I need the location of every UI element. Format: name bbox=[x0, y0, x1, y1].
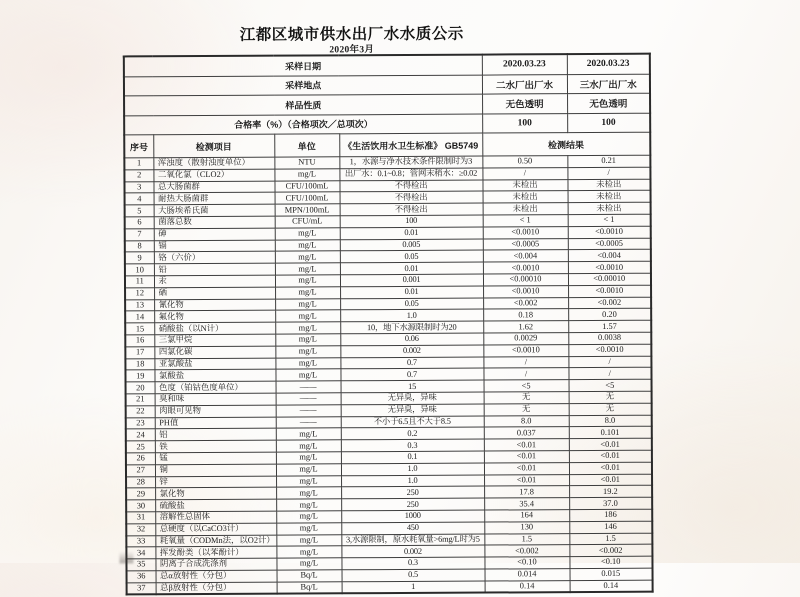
cell-unit: mg/L bbox=[276, 464, 341, 476]
cell-result-plant2: 8.0 bbox=[484, 415, 569, 427]
cell-result-plant2: 未检出 bbox=[483, 191, 568, 203]
cell-unit: MPN/100mL bbox=[275, 204, 340, 216]
cell-result-plant3: 0.101 bbox=[569, 427, 652, 439]
cell-item-name: 锌 bbox=[155, 476, 276, 488]
cell-result-plant3: 无 bbox=[569, 403, 652, 415]
cell-item-name: 镉 bbox=[154, 240, 275, 252]
cell-unit: mg/L bbox=[276, 558, 341, 570]
cell-index: 32 bbox=[126, 523, 155, 535]
cell-result-plant2: <0.0010 bbox=[483, 226, 568, 238]
cell-item-name: 耐热大肠菌群 bbox=[154, 193, 275, 205]
cell-result-plant2: 0.0029 bbox=[483, 333, 568, 345]
cell-result-plant2: 1.5 bbox=[484, 533, 569, 545]
cell-result-plant2: / bbox=[482, 167, 567, 179]
cell-unit: NTU bbox=[274, 157, 339, 169]
cell-standard-limit: 1 bbox=[342, 581, 485, 594]
cell-result-plant3: <0.002 bbox=[569, 544, 652, 556]
cell-unit: mg/L bbox=[276, 487, 341, 499]
report-month: 2020年3月 bbox=[329, 45, 375, 56]
cell-result-plant3: 未检出 bbox=[568, 202, 651, 214]
summary-label: 合格率（%）（合格项次／总项次） bbox=[124, 114, 482, 135]
cell-result-plant2: 未检出 bbox=[483, 203, 568, 215]
cell-result-plant2: <0.002 bbox=[484, 545, 569, 557]
cell-standard-limit: 0.2 bbox=[341, 427, 484, 440]
cell-unit: mg/L bbox=[275, 298, 340, 310]
cell-standard-limit: 0.01 bbox=[340, 286, 483, 299]
cell-item-name: 铬（六价） bbox=[154, 252, 275, 264]
cell-standard-limit: 0.05 bbox=[340, 298, 483, 311]
cell-item-name: 色度（铂钴色度单位） bbox=[155, 381, 276, 393]
cell-result-plant3: < 1 bbox=[568, 214, 651, 226]
cell-index: 22 bbox=[126, 406, 155, 418]
cell-result-plant3: 未检出 bbox=[567, 179, 650, 191]
cell-item-name: 氯酸盐 bbox=[154, 369, 275, 381]
cell-item-name: 砷 bbox=[154, 228, 275, 240]
cell-item-name: 四氯化碳 bbox=[154, 346, 275, 358]
cell-result-plant2: / bbox=[483, 356, 568, 368]
cell-result-plant2: 未检出 bbox=[482, 179, 567, 191]
cell-standard-limit: 250 bbox=[341, 498, 484, 511]
cell-standard-limit: 不小于6.5且不大于8.5 bbox=[341, 416, 484, 429]
cell-unit: mg/L bbox=[276, 440, 341, 452]
summary-value-plant2: 无色透明 bbox=[482, 94, 567, 114]
header-section bbox=[124, 132, 650, 158]
cell-index: 15 bbox=[125, 323, 154, 335]
cell-result-plant3: <0.0010 bbox=[568, 226, 651, 238]
cell-standard-limit: 0.1 bbox=[341, 451, 484, 464]
cell-result-plant2: 无 bbox=[484, 403, 569, 415]
cell-standard-limit: 不得检出 bbox=[340, 203, 483, 216]
cell-unit: mg/L bbox=[275, 322, 340, 334]
header-result: 检测结果 bbox=[482, 132, 650, 156]
cell-index: 17 bbox=[125, 347, 154, 359]
header-no: 序号 bbox=[124, 135, 153, 158]
cell-result-plant3: 0.14 bbox=[570, 580, 653, 593]
cell-item-name: 浑浊度（散射浊度单位） bbox=[153, 157, 274, 169]
cell-item-name: 氯化物 bbox=[155, 487, 276, 499]
cell-result-plant2: <0.01 bbox=[484, 451, 569, 463]
cell-result-plant3: <0.01 bbox=[569, 450, 652, 462]
cell-result-plant3: <0.01 bbox=[569, 462, 652, 474]
cell-index: 5 bbox=[125, 205, 154, 217]
summary-section bbox=[124, 54, 650, 135]
cell-result-plant3: <5 bbox=[569, 379, 652, 391]
cell-unit: mg/L bbox=[276, 428, 341, 440]
cell-result-plant3: 146 bbox=[569, 521, 652, 533]
cell-unit: mg/L bbox=[276, 499, 341, 511]
cell-unit: mg/L bbox=[275, 369, 340, 381]
header-standard: 《生活饮用水卫生标准》 GB5749 bbox=[339, 133, 482, 157]
cell-index: 19 bbox=[125, 370, 154, 382]
cell-unit: mg/L bbox=[275, 334, 340, 346]
cell-item-name: 溶解性总固体 bbox=[155, 511, 276, 523]
cell-index: 26 bbox=[126, 453, 155, 465]
cell-index: 1 bbox=[124, 158, 153, 170]
cell-result-plant2: <5 bbox=[484, 380, 569, 392]
cell-item-name: 挥发酚类（以苯酚计） bbox=[155, 546, 276, 558]
cell-standard-limit: 0.05 bbox=[340, 250, 483, 263]
cell-unit: mg/L bbox=[276, 523, 341, 535]
cell-result-plant3: <0.0010 bbox=[568, 261, 651, 273]
cell-item-name: 硒 bbox=[154, 287, 275, 299]
cell-index: 35 bbox=[126, 559, 155, 571]
cell-index: 12 bbox=[125, 288, 154, 300]
cell-item-name: 氰化物 bbox=[154, 299, 275, 311]
cell-result-plant2: 35.4 bbox=[484, 498, 569, 510]
cell-result-plant3: 0.015 bbox=[570, 568, 653, 580]
cell-index: 18 bbox=[125, 358, 154, 370]
cell-result-plant2: 0.14 bbox=[485, 580, 570, 593]
cell-result-plant2: 0.50 bbox=[482, 156, 567, 168]
cell-result-plant2: <0.01 bbox=[484, 439, 569, 451]
water-quality-table bbox=[123, 53, 654, 596]
cell-result-plant2: 17.8 bbox=[484, 486, 569, 498]
cell-item-name: PH值 bbox=[155, 417, 276, 429]
cell-standard-limit: 1.0 bbox=[340, 309, 483, 322]
cell-index: 16 bbox=[125, 335, 154, 347]
cell-standard-limit: 0.001 bbox=[340, 274, 483, 287]
cell-result-plant2: <0.00010 bbox=[483, 274, 568, 286]
cell-result-plant2: <0.01 bbox=[484, 462, 569, 474]
cell-result-plant3: <0.0005 bbox=[568, 238, 651, 250]
cell-result-plant2: < 1 bbox=[483, 215, 568, 227]
summary-row bbox=[124, 54, 650, 77]
cell-index: 34 bbox=[126, 547, 155, 559]
cell-result-plant2: 130 bbox=[484, 521, 569, 533]
cell-item-name: 总α放射性（分包） bbox=[156, 570, 277, 582]
cell-standard-limit: 450 bbox=[341, 522, 484, 535]
cell-index: 36 bbox=[127, 571, 156, 583]
cell-unit: mg/L bbox=[275, 263, 340, 275]
cell-standard-limit: 0.7 bbox=[340, 357, 483, 370]
cell-result-plant3: <0.10 bbox=[569, 556, 652, 568]
cell-standard-limit: 0.002 bbox=[340, 345, 483, 358]
cell-index: 10 bbox=[125, 264, 154, 276]
cell-standard-limit: 1，水源与净水技术条件限制时为3 bbox=[339, 156, 482, 169]
cell-item-name: 铜 bbox=[155, 464, 276, 476]
summary-value-plant3: 2020.03.23 bbox=[567, 54, 650, 74]
cell-index: 8 bbox=[125, 240, 154, 252]
cell-result-plant3: 0.0038 bbox=[568, 332, 651, 344]
cell-unit: mg/L bbox=[275, 357, 340, 369]
cell-unit: Bq/L bbox=[277, 570, 342, 582]
summary-value-plant3: 三水厂出厂水 bbox=[567, 74, 650, 94]
cell-standard-limit: 0.005 bbox=[340, 239, 483, 252]
cell-index: 3 bbox=[124, 181, 153, 193]
cell-standard-limit: 不得检出 bbox=[339, 180, 482, 193]
summary-value-plant2: 100 bbox=[482, 113, 567, 133]
cell-item-name: 大肠埃希氏菌 bbox=[154, 204, 275, 216]
summary-label: 样品性质 bbox=[124, 94, 482, 115]
cell-result-plant2: <0.0005 bbox=[483, 238, 568, 250]
cell-standard-limit: 0.002 bbox=[341, 545, 484, 558]
cell-item-name: 二氧化氯（CLO2） bbox=[153, 169, 274, 181]
cell-unit: mg/L bbox=[276, 475, 341, 487]
cell-result-plant3: 0.21 bbox=[567, 155, 650, 167]
cell-item-name: 亚氯酸盐 bbox=[154, 358, 275, 370]
cell-item-name: 总硬度（以CaCO3计） bbox=[155, 523, 276, 535]
cell-result-plant2: 0.037 bbox=[484, 427, 569, 439]
cell-index: 20 bbox=[126, 382, 155, 394]
cell-unit: mg/L bbox=[275, 310, 340, 322]
cell-unit: mg/L bbox=[276, 546, 341, 558]
cell-index: 21 bbox=[126, 394, 155, 406]
cell-index: 4 bbox=[125, 193, 154, 205]
cell-result-plant3: 未检出 bbox=[568, 191, 651, 203]
cell-result-plant3: 0.20 bbox=[568, 309, 651, 321]
cell-standard-limit: 0.3 bbox=[341, 557, 484, 570]
cell-unit: mg/L bbox=[275, 346, 340, 358]
cell-unit: mg/L bbox=[275, 228, 340, 240]
cell-unit: mg/L bbox=[276, 511, 341, 523]
scan-smudge bbox=[119, 551, 133, 563]
cell-unit: —— bbox=[276, 393, 341, 405]
cell-result-plant2: 164 bbox=[484, 510, 569, 522]
table-row bbox=[127, 580, 653, 595]
cell-result-plant2: <0.004 bbox=[483, 250, 568, 262]
cell-item-name: 铁 bbox=[155, 440, 276, 452]
cell-standard-limit: 0.01 bbox=[340, 262, 483, 275]
summary-label: 采样地点 bbox=[124, 75, 482, 96]
cell-unit: —— bbox=[276, 381, 341, 393]
cell-result-plant2: <0.01 bbox=[484, 474, 569, 486]
cell-result-plant3: / bbox=[567, 167, 650, 179]
cell-item-name: 三氯甲烷 bbox=[154, 334, 275, 346]
summary-label: 采样日期 bbox=[124, 55, 482, 77]
cell-result-plant3: <0.00010 bbox=[568, 273, 651, 285]
cell-index: 27 bbox=[126, 465, 155, 477]
cell-result-plant3: 无 bbox=[569, 391, 652, 403]
cell-item-name: 汞 bbox=[154, 275, 275, 287]
cell-result-plant3: 186 bbox=[569, 509, 652, 521]
cell-result-plant2: <0.0010 bbox=[483, 285, 568, 297]
cell-result-plant3: 37.0 bbox=[569, 497, 652, 509]
cell-item-name: 锰 bbox=[155, 452, 276, 464]
cell-index: 37 bbox=[127, 582, 156, 594]
cell-standard-limit: 无异臭，异味 bbox=[341, 404, 484, 417]
cell-index: 6 bbox=[125, 217, 154, 229]
cell-index: 28 bbox=[126, 476, 155, 488]
cell-standard-limit: 出厂水：0.1~0.8；管网末稍水：≥0.02 bbox=[339, 168, 482, 181]
cell-unit: mg/L bbox=[274, 169, 339, 181]
column-header-row bbox=[124, 132, 650, 158]
cell-index: 2 bbox=[124, 170, 153, 182]
cell-result-plant3: <0.0010 bbox=[568, 285, 651, 297]
cell-standard-limit: 0.01 bbox=[340, 227, 483, 240]
cell-item-name: 总大肠菌群 bbox=[153, 181, 274, 193]
cell-result-plant2: <0.0010 bbox=[483, 344, 568, 356]
cell-unit: —— bbox=[276, 416, 341, 428]
cell-result-plant3: 1.5 bbox=[569, 533, 652, 545]
summary-value-plant2: 2020.03.23 bbox=[482, 54, 567, 74]
cell-result-plant3: <0.01 bbox=[569, 438, 652, 450]
cell-index: 9 bbox=[125, 252, 154, 264]
header-unit: 单位 bbox=[274, 134, 339, 157]
cell-standard-limit: 0.5 bbox=[342, 569, 485, 582]
cell-unit: mg/L bbox=[275, 287, 340, 299]
cell-index: 13 bbox=[125, 299, 154, 311]
cell-unit: mg/L bbox=[275, 251, 340, 263]
cell-result-plant3: 8.0 bbox=[569, 415, 652, 427]
summary-value-plant3: 100 bbox=[567, 113, 650, 133]
cell-item-name: 铝 bbox=[155, 428, 276, 440]
cell-result-plant3: 19.2 bbox=[569, 485, 652, 497]
cell-result-plant3: 1.57 bbox=[568, 320, 651, 332]
cell-item-name: 铅 bbox=[154, 263, 275, 275]
cell-unit: mg/L bbox=[275, 239, 340, 251]
cell-item-name: 肉眼可见物 bbox=[155, 405, 276, 417]
cell-standard-limit: 250 bbox=[341, 486, 484, 499]
cell-result-plant3: / bbox=[568, 368, 651, 380]
cell-item-name: 硝酸盐（以N计） bbox=[154, 322, 275, 334]
cell-result-plant2: / bbox=[483, 368, 568, 380]
summary-value-plant2: 二水厂出厂水 bbox=[482, 74, 567, 94]
cell-result-plant2: 0.014 bbox=[485, 569, 570, 581]
cell-result-plant2: <0.002 bbox=[483, 297, 568, 309]
cell-standard-limit: 1000 bbox=[341, 510, 484, 523]
cell-result-plant3: <0.0010 bbox=[568, 344, 651, 356]
cell-standard-limit: 1.0 bbox=[341, 463, 484, 476]
cell-result-plant2: <0.10 bbox=[484, 557, 569, 569]
cell-standard-limit: 100 bbox=[340, 215, 483, 228]
cell-index: 33 bbox=[126, 535, 155, 547]
cell-index: 25 bbox=[126, 441, 155, 453]
cell-standard-limit: 3,水源限制，原水耗氧量>6mg/L时为5 bbox=[341, 534, 484, 547]
cell-unit: mg/L bbox=[275, 275, 340, 287]
cell-item-name: 总β放射性（分包） bbox=[156, 582, 277, 595]
cell-result-plant3: <0.004 bbox=[568, 250, 651, 262]
cell-index: 23 bbox=[126, 417, 155, 429]
cell-standard-limit: 1.0 bbox=[341, 475, 484, 488]
summary-value-plant3: 无色透明 bbox=[567, 93, 650, 113]
summary-row bbox=[124, 93, 650, 115]
cell-item-name: 氟化物 bbox=[154, 311, 275, 323]
cell-standard-limit: 不得检出 bbox=[340, 191, 483, 204]
cell-result-plant3: / bbox=[568, 356, 651, 368]
cell-unit: CFU/100mL bbox=[274, 180, 339, 192]
cell-index: 30 bbox=[126, 500, 155, 512]
cell-standard-limit: 0.3 bbox=[341, 439, 484, 452]
cell-result-plant2: <0.0010 bbox=[483, 262, 568, 274]
cell-item-name: 阴离子合成洗涤剂 bbox=[155, 558, 276, 570]
header-item: 检测项目 bbox=[153, 134, 274, 158]
cell-item-name: 耗氧量（CODMn法，以O2计） bbox=[155, 535, 276, 547]
cell-unit: Bq/L bbox=[277, 581, 342, 594]
cell-index: 7 bbox=[125, 229, 154, 241]
cell-standard-limit: 15 bbox=[341, 380, 484, 393]
cell-unit: CFU/100mL bbox=[275, 192, 340, 204]
cell-unit: —— bbox=[276, 405, 341, 417]
cell-index: 11 bbox=[125, 276, 154, 288]
cell-unit: CFU/mL bbox=[275, 216, 340, 228]
cell-index: 24 bbox=[126, 429, 155, 441]
cell-item-name: 臭和味 bbox=[155, 393, 276, 405]
cell-standard-limit: 10，地下水源限制时为20 bbox=[340, 321, 483, 334]
page-title: 江都区城市供水出厂水水质公示 bbox=[239, 25, 464, 44]
cell-standard-limit: 无异臭，异味 bbox=[341, 392, 484, 405]
cell-result-plant3: <0.002 bbox=[568, 297, 651, 309]
cell-result-plant3: <0.01 bbox=[569, 474, 652, 486]
cell-item-name: 硫酸盐 bbox=[155, 499, 276, 511]
cell-index: 14 bbox=[125, 311, 154, 323]
cell-unit: mg/L bbox=[276, 534, 341, 546]
cell-result-plant2: 无 bbox=[484, 392, 569, 404]
summary-row bbox=[124, 74, 650, 96]
cell-item-name: 菌落总数 bbox=[154, 216, 275, 228]
cell-index: 29 bbox=[126, 488, 155, 500]
cell-standard-limit: 0.06 bbox=[340, 333, 483, 346]
cell-index: 31 bbox=[126, 512, 155, 524]
cell-unit: mg/L bbox=[276, 452, 341, 464]
summary-row bbox=[124, 113, 650, 135]
data-section bbox=[124, 155, 652, 595]
cell-result-plant2: 1.62 bbox=[483, 321, 568, 333]
cell-result-plant2: 0.18 bbox=[483, 309, 568, 321]
cell-standard-limit: 0.7 bbox=[340, 368, 483, 381]
